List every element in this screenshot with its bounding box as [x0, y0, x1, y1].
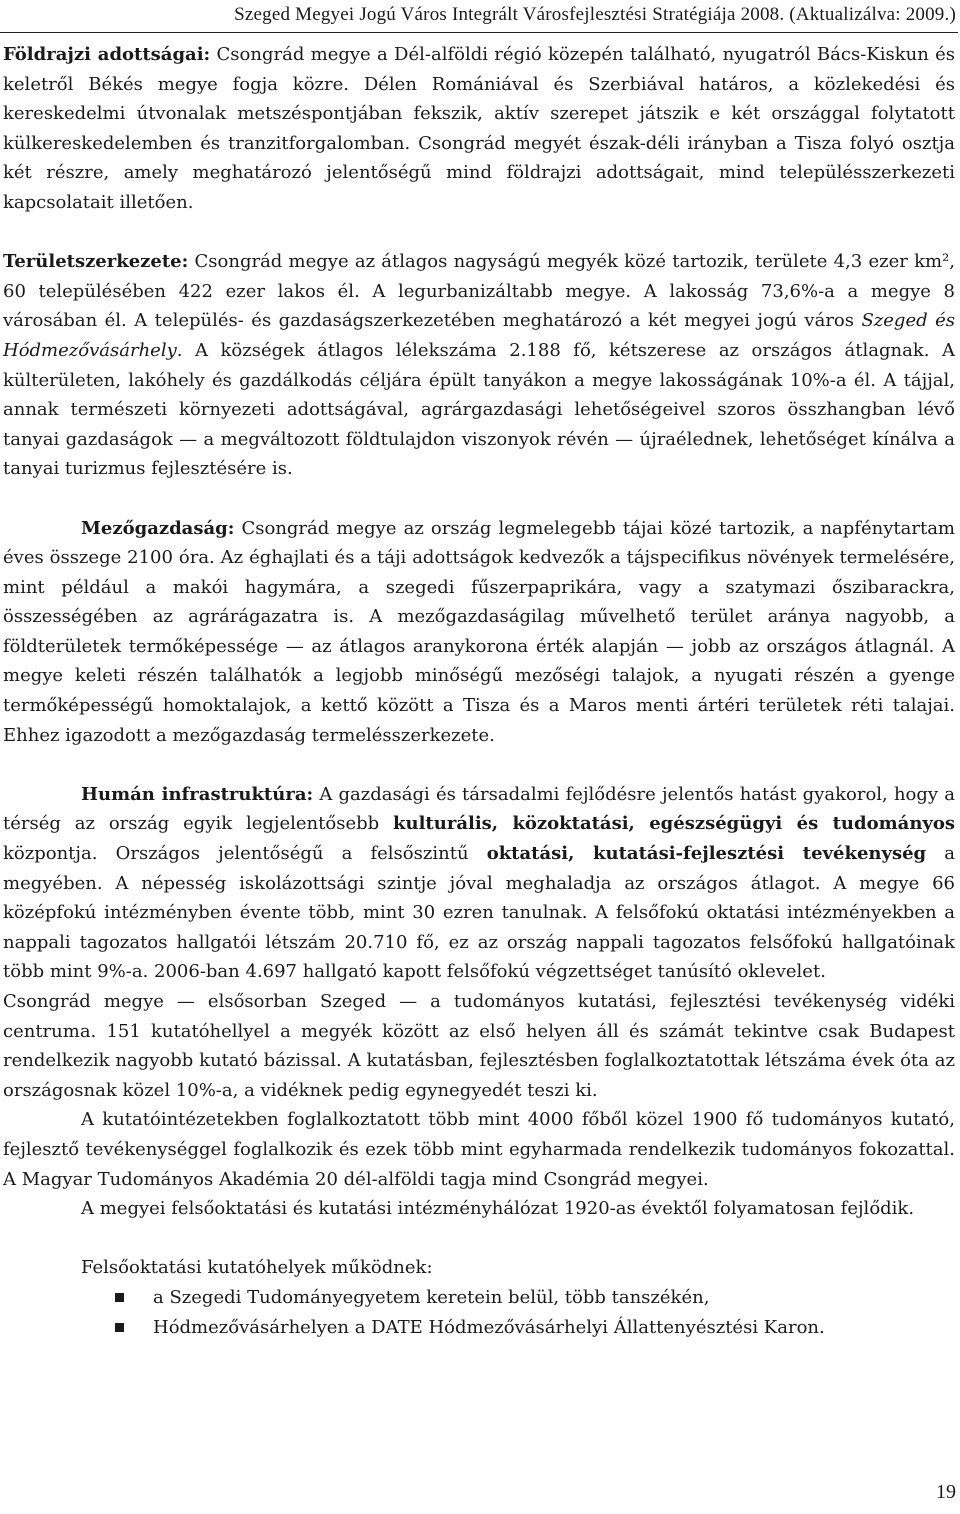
territory-text-1: Csongrád megye az átlagos nagyságú megyék közé tartozik, területe 4,3 ezer km², 60 településében 422 ezer lakos él. A legurbanizáltabb megye. A lakosság 73,6%-a a megye 8 városában él. A település- és gazdaságszerkezetében meghatározó a két megyei jogú város [3, 251, 955, 332]
heading-territory: Területszerkezete: [3, 251, 189, 273]
research-sites-list [3, 1283, 955, 1342]
spacer [3, 750, 955, 780]
paragraph-agriculture [3, 514, 955, 751]
human-bold-b: kulturális, közoktatási, egészségügyi és tudományos [393, 813, 956, 835]
human-text-c: központja. Országos jelentőségű a felsőszintű [3, 843, 487, 865]
spacer [3, 218, 955, 248]
page-body [3, 40, 955, 1342]
agriculture-text: Csongrád megye az ország legmelegebb tájai közé tartozik, a napfénytartam éves összege 2100 óra. Az éghajlati és a táji adottságok kedvezők a tájspecifikus növények termelésére, mint például a makói hagymára, a szegedi fűszerpaprikára, vagy a szatymazi őszibarackra, összességében az agrárágazatra is. A mezőgazdaságilag művelhető terület aránya nagyobb, a földterületek termőképessége — az átlagos aranykorona érték alapján — jobb az országos átlagnál. A megye keleti részén találhatók a legjobb minőségű mezőségi talajok, a nyugati részén a gyenge termőképességű homoktalajok, a kettő között a Tisza és a Maros menti ártéri területek réti talajai. Ehhez igazodott a mezőgazdaság termelésszerkezete. [3, 517, 955, 746]
human-text-a: A gazdasági és társadalmi fejlődésre jelentős hatást gyakorol, hogy a térség az ország egyik legjelentősebb [3, 783, 956, 835]
list-item [3, 1283, 955, 1313]
paragraph-human-infrastructure [3, 780, 955, 987]
paragraph-research-centre: Csongrád megye — elsősorban Szeged — a tudományos kutatási, fejlesztési tevékenység vidéki centruma. 151 kutatóhellyel a megyék között az első helyen áll és számát tekintve csak Budapest rendelkezik nagyobb kutató bázissal. A kutatásban, fejlesztésben foglalkoztatottak létszáma évek óta az országosnak közel 10%-a, a vidéknek pedig egynegyedét teszi ki. [3, 991, 955, 1101]
territory-italic-cities: Szeged és Hódmezővásárhely [3, 310, 955, 361]
square-bullet-icon [115, 1293, 124, 1302]
paragraph-geography [3, 40, 955, 218]
header-divider [0, 32, 958, 33]
territory-text-2: . A községek átlagos lélekszáma 2.188 fő, kétszerese az országos átlagnak. A külterületen, lakóhely és gazdálkodás céljára épült tanyákon a megye lakosságának 10%-a él. A tájjal, annak természeti környezeti adottságával, agrárgazdasági lehetőségeivel szoros összhangban lévő tanyai gazdaságok — a megváltozott földtulajdon viszonyok révén — újraélednek, lehetőséget kínálva a tanyai turizmus fejlesztésére is. [3, 339, 955, 480]
spacer [3, 1224, 955, 1254]
heading-geography: Földrajzi adottságai: [3, 44, 211, 65]
square-bullet-icon [115, 1323, 124, 1332]
spacer [3, 484, 955, 514]
research-sites-intro: Felsőoktatási kutatóhelyek működnek: [81, 1257, 433, 1279]
list-item-text: Hódmezővásárhelyen a DATE Hódmezővásárhelyi Állattenyésztési Karon. [153, 1316, 825, 1338]
list-item-text: a Szegedi Tudományegyetem keretein belül, több tanszékén, [153, 1286, 710, 1308]
geography-text: Csongrád megye a Dél-alföldi régió közepén található, nyugatról Bács-Kiskun és keletről Békés megye fogja közre. Délen Romániával és Szerbiával határos, a közlekedési és kereskedelmi útvonalak metszéspontjában fekszik, aktív szerepet játszik e két országgal folytatott külkereskedelemben és tranzitforgalomban. Csongrád megyét észak-déli irányban a Tisza folyó osztja két részre, amely meghatározó jelentőségű mind földrajzi adottságait, mind településszerkezeti kapcsolatait illetően. [3, 44, 956, 213]
paragraph-research-institutes: A kutatóintézetekben foglalkoztatott több mint 4000 főből közel 1900 fő tudományos kutató, fejlesztő tevékenységgel foglalkozik és ezek több mint egyharmada rendelkezik tudományos fokozattal. A Magyar Tudományos Akadémia 20 dél-alföldi tagja mind Csongrád megyei. [3, 1109, 955, 1190]
paragraph-territory [3, 247, 955, 484]
human-bold-d: oktatási, kutatási-fejlesztési tevékenység [486, 843, 927, 865]
page-number: 19 [936, 1481, 956, 1503]
heading-human-infrastructure: Humán infrastruktúra: [81, 783, 314, 805]
heading-agriculture: Mezőgazdaság: [81, 517, 235, 539]
list-item [3, 1313, 955, 1343]
human-text-e: a megyében. A népesség iskolázottsági szintje jóval meghaladja az országos átlagot. A megye 66 középfokú intézményben évente több, mint 30 ezren tanulnak. A felsőfokú oktatási intézményekben a nappali tagozatos hallgatói létszám 20.710 fő, ez az ország nappali tagozatos felsőfokú hallgatóinak több mint 9%-a. 2006-ban 4.697 hallgató kapott felsőfokú végzettséget tanúsító oklevelet. [3, 843, 956, 983]
paragraph-higher-education-network: A megyei felsőoktatási és kutatási intézményhálózat 1920-as évektől folyamatosan fejlődik. [81, 1198, 915, 1220]
running-header: Szeged Megyei Jogú Város Integrált Városfejlesztési Stratégiája 2008. (Aktualizálva: 2009.) [234, 4, 956, 25]
